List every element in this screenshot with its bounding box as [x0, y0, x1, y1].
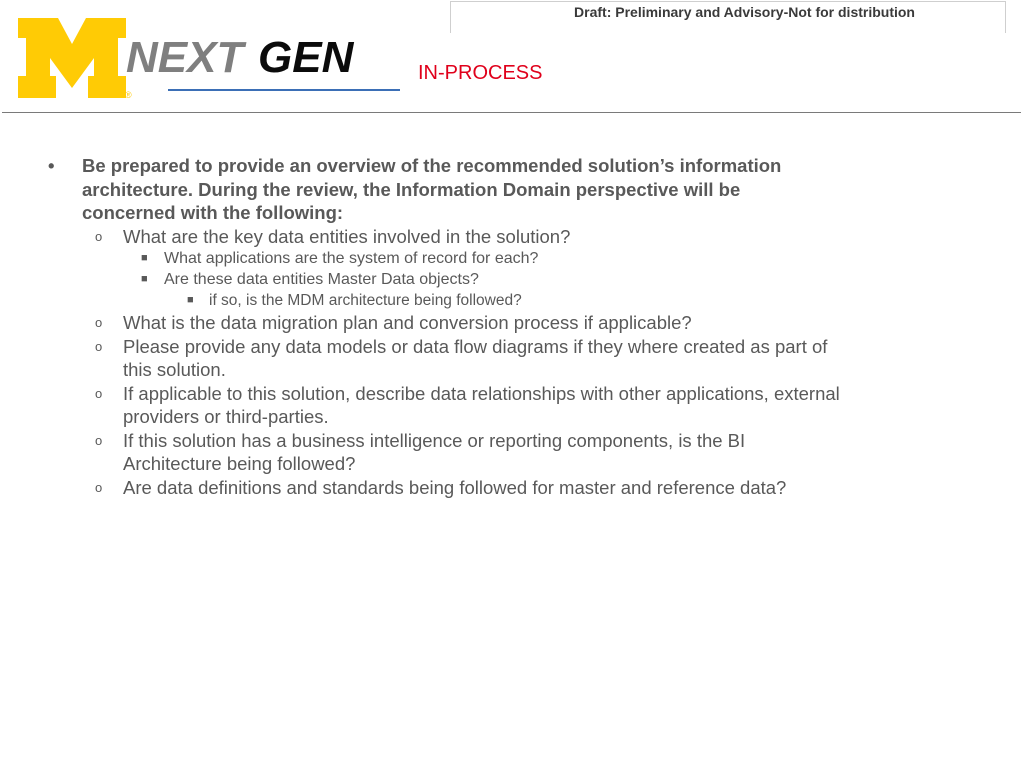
bullet-square-icon: ■ — [141, 252, 148, 264]
logo-gen: GEN — [258, 33, 354, 82]
bullet-circle-icon: o — [95, 432, 103, 448]
status-label: IN-PROCESS — [418, 62, 543, 84]
bullet-circle-icon: o — [95, 315, 103, 330]
list-item — [0, 269, 1023, 290]
list-item — [0, 382, 1023, 406]
question-data-models-1: Please provide any data models or data flow diagrams if they where created as part of — [123, 335, 828, 357]
list-item — [0, 311, 1023, 335]
intro-line-3-row — [0, 201, 1023, 225]
intro-line-2-row — [0, 178, 1023, 202]
logo-next: NEXT — [126, 33, 244, 82]
list-item-cont — [0, 405, 1023, 429]
list-item-cont — [0, 452, 1023, 476]
bullet-circle-icon: o — [95, 338, 103, 354]
content-list — [0, 154, 1023, 499]
question-system-of-record: What applications are the system of record for each? — [164, 250, 539, 267]
question-data-models-2: this solution. — [123, 359, 226, 380]
nextgen-logo — [16, 14, 406, 104]
draft-notice-box — [450, 1, 1006, 33]
question-master-data: Are these data entities Master Data objects? — [164, 271, 479, 288]
bullet-circle-icon: o — [95, 479, 103, 495]
bullet-square-icon: ■ — [187, 294, 194, 306]
intro-item — [0, 154, 1023, 178]
bullet-circle-icon: o — [95, 385, 103, 401]
draft-notice: Draft: Preliminary and Advisory-Not for distribution — [574, 4, 915, 20]
bullet-square-icon: ■ — [141, 273, 148, 285]
question-relationships-1: If applicable to this solution, describe data relationships with other applications, external — [123, 382, 840, 404]
question-data-migration: What is the data migration plan and conversion process if applicable? — [123, 312, 692, 333]
question-bi-architecture-1: If this solution has a business intelligence or reporting components, is the BI — [123, 429, 746, 451]
question-relationships-2: providers or third-parties. — [123, 406, 329, 427]
question-bi-architecture-2: Architecture being followed? — [123, 453, 356, 474]
list-item — [0, 335, 1023, 359]
question-key-entities: What are the key data entities involved in the solution? — [123, 225, 571, 247]
list-item — [0, 476, 1023, 500]
intro-line-2: architecture. During the review, the Information Domain perspective will be — [82, 178, 741, 200]
block-m-logo — [18, 18, 126, 98]
intro-line-1: Be prepared to provide an overview of the recommended solution’s information — [82, 155, 782, 176]
bullet-dot-icon: • — [48, 155, 55, 176]
header-divider — [2, 112, 1021, 113]
question-data-definitions: Are data definitions and standards being followed for master and reference data? — [123, 476, 787, 498]
registered-mark: ® — [125, 90, 132, 100]
list-item — [0, 225, 1023, 249]
list-item-cont — [0, 358, 1023, 382]
list-item — [0, 248, 1023, 269]
bullet-circle-icon: o — [95, 228, 103, 244]
question-mdm-architecture: if so, is the MDM architecture being followed? — [209, 292, 522, 309]
intro-line-3: concerned with the following: — [82, 202, 344, 223]
list-item — [0, 429, 1023, 453]
list-item — [0, 290, 1023, 311]
